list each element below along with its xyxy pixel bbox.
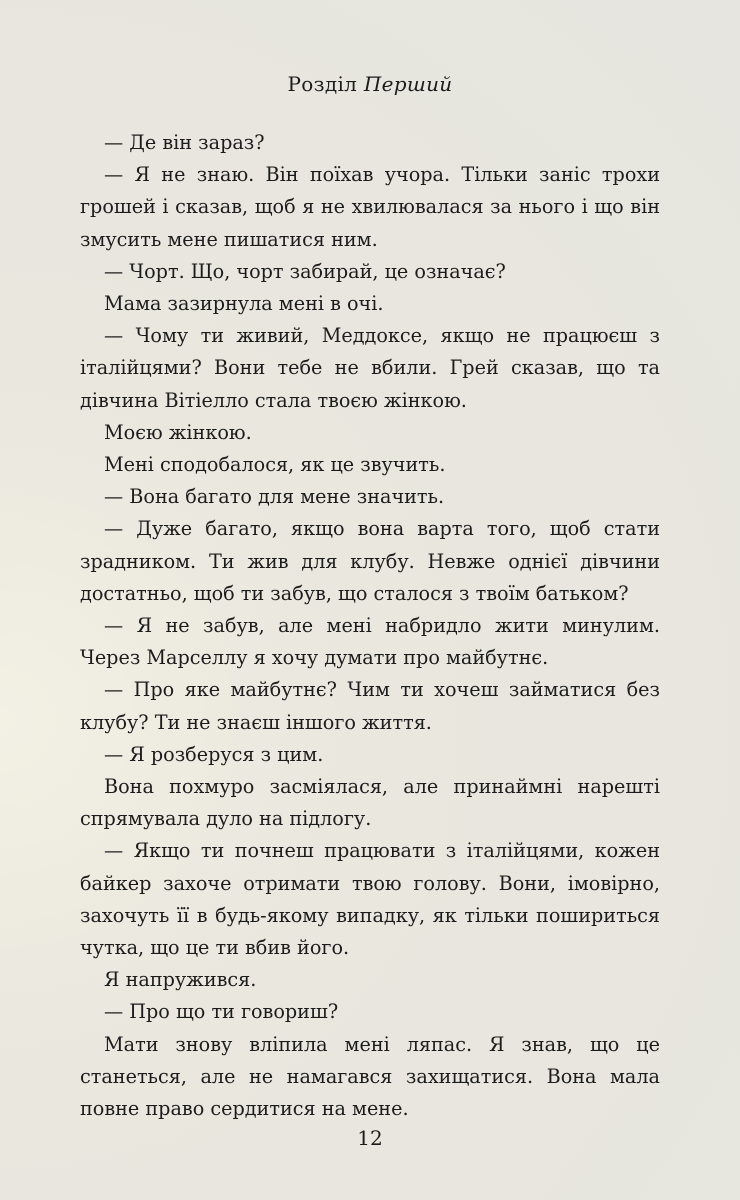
paragraph: — Про яке майбутнє? Чим ти хочеш займатися без клубу? Ти не знаєш іншого життя. (80, 678, 660, 734)
running-header (0, 72, 740, 96)
paragraph: Мама зазирнула мені в очі. (104, 292, 384, 316)
chapter-number: Перший (363, 72, 453, 96)
paragraph: Мені сподобалося, як це звучить. (104, 453, 446, 477)
paragraph: Вона похмуро засміялася, але принаймні нарешті спрямувала дуло на підлогу. (80, 775, 660, 831)
paragraph: — Я не знаю. Він поїхав учора. Тільки заніс трохи грошей і сказав, щоб я не хвилювалася за нього і що він змусить мене пишатися ним. (80, 163, 660, 251)
paragraph: Моєю жінкою. (104, 420, 252, 444)
paragraph: — Якщо ти почнеш працювати з італійцями, кожен байкер захоче отримати твою голову. Вони, імовірно, захочуть її в будь-якому випадку, як тільки пошириться чутка, що це ти вбив його. (80, 839, 660, 960)
paragraph: — Чому ти живий, Меддоксе, якщо не працюєш з італійцями? Вони тебе не вбили. Грей сказав, що та дівчина Вітіелло стала твоєю жінкою. (80, 324, 660, 412)
paragraph: — Дуже багато, якщо вона варта того, щоб стати зрадником. Ти жив для клубу. Невже однієї дівчини достатньо, щоб ти забув, що сталося з твоїм батьком? (80, 517, 660, 605)
paragraph: Я напружився. (104, 968, 257, 992)
paragraph: — Де він зараз? (104, 131, 265, 154)
body-text (80, 127, 660, 1125)
page-number: 12 (357, 1126, 383, 1150)
paragraph: Мати знову вліпила мені ляпас. Я знав, що це станеться, але не намагався захищатися. Вона мала повне право сердитися на мене. (80, 1032, 660, 1121)
paragraph: — Чорт. Що, чорт забирай, це означає? (104, 259, 506, 283)
paragraph: — Про що ти говориш? (104, 1000, 339, 1024)
chapter-label: Розділ (287, 72, 358, 96)
paragraph: — Вона багато для мене значить. (104, 485, 445, 509)
paragraph: — Я не забув, але мені набридло жити минулим. Через Марселлу я хочу думати про майбутнє. (80, 614, 660, 670)
paragraph: — Я розберуся з цим. (104, 742, 324, 766)
